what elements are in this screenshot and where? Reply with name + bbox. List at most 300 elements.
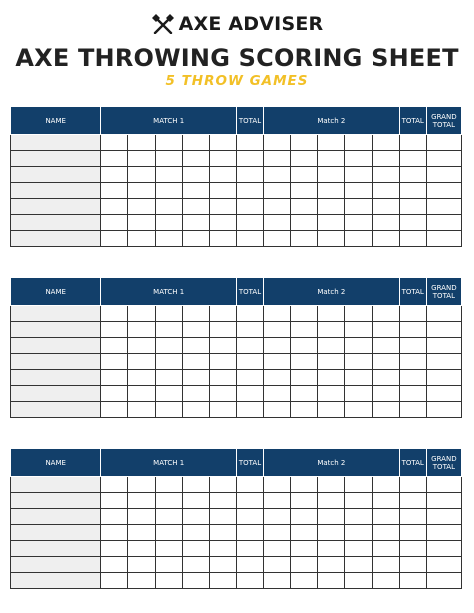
table-row [11,493,462,509]
throw-score-cell[interactable] [318,493,345,509]
throw-score-cell[interactable] [101,493,128,509]
throw-score-cell[interactable] [318,306,345,322]
throw-score-cell[interactable] [372,557,399,573]
throw-score-cell[interactable] [101,199,128,215]
throw-score-cell[interactable] [291,199,318,215]
throw-score-cell[interactable] [155,477,182,493]
throw-score-cell[interactable] [372,402,399,418]
match-2-total-cell[interactable] [399,525,426,541]
throw-score-cell[interactable] [372,215,399,231]
throw-score-cell[interactable] [128,354,155,370]
throw-score-cell[interactable] [345,215,372,231]
throw-score-cell[interactable] [264,322,291,338]
match-1-total-cell[interactable] [236,199,263,215]
throw-score-cell[interactable] [264,493,291,509]
throw-score-cell[interactable] [345,322,372,338]
throw-score-cell[interactable] [291,402,318,418]
match-1-total-cell[interactable] [236,557,263,573]
match-2-total-cell[interactable] [399,573,426,589]
throw-score-cell[interactable] [182,477,209,493]
throw-score-cell[interactable] [101,231,128,247]
match-1-total-cell[interactable] [236,354,263,370]
throw-score-cell[interactable] [209,354,236,370]
throw-score-cell[interactable] [372,151,399,167]
throw-score-cell[interactable] [264,557,291,573]
grand-total-cell[interactable] [426,525,461,541]
throw-score-cell[interactable] [345,402,372,418]
grand-total-cell[interactable] [426,493,461,509]
throw-score-cell[interactable] [101,557,128,573]
throw-score-cell[interactable] [345,151,372,167]
throw-score-cell[interactable] [318,509,345,525]
throw-score-cell[interactable] [209,151,236,167]
throw-score-cell[interactable] [128,322,155,338]
throw-score-cell[interactable] [264,525,291,541]
grand-total-cell[interactable] [426,541,461,557]
throw-score-cell[interactable] [372,306,399,322]
throw-score-cell[interactable] [264,354,291,370]
throw-score-cell[interactable] [291,557,318,573]
throw-score-cell[interactable] [372,135,399,151]
throw-score-cell[interactable] [209,322,236,338]
throw-score-cell[interactable] [101,573,128,589]
grand-total-cell[interactable] [426,402,461,418]
throw-score-cell[interactable] [318,322,345,338]
match-1-total-cell[interactable] [236,525,263,541]
match-2-total-cell[interactable] [399,386,426,402]
match-1-total-cell[interactable] [236,215,263,231]
throw-score-cell[interactable] [291,231,318,247]
throw-score-cell[interactable] [155,167,182,183]
match-2-total-cell[interactable] [399,509,426,525]
throw-score-cell[interactable] [182,151,209,167]
throw-score-cell[interactable] [372,525,399,541]
throw-score-cell[interactable] [128,573,155,589]
throw-score-cell[interactable] [264,199,291,215]
grand-total-cell[interactable] [426,338,461,354]
match-1-total-cell[interactable] [236,151,263,167]
throw-score-cell[interactable] [182,557,209,573]
throw-score-cell[interactable] [182,573,209,589]
throw-score-cell[interactable] [101,402,128,418]
throw-score-cell[interactable] [128,541,155,557]
throw-score-cell[interactable] [101,135,128,151]
throw-score-cell[interactable] [318,231,345,247]
throw-score-cell[interactable] [155,541,182,557]
throw-score-cell[interactable] [209,477,236,493]
throw-score-cell[interactable] [264,477,291,493]
throw-score-cell[interactable] [209,199,236,215]
match-2-total-cell[interactable] [399,215,426,231]
match-2-total-cell[interactable] [399,151,426,167]
throw-score-cell[interactable] [128,477,155,493]
throw-score-cell[interactable] [318,386,345,402]
match-2-total-cell[interactable] [399,199,426,215]
throw-score-cell[interactable] [345,541,372,557]
match-2-total-cell[interactable] [399,183,426,199]
throw-score-cell[interactable] [101,322,128,338]
throw-score-cell[interactable] [155,386,182,402]
throw-score-cell[interactable] [318,402,345,418]
match-1-total-cell[interactable] [236,493,263,509]
throw-score-cell[interactable] [372,231,399,247]
throw-score-cell[interactable] [182,370,209,386]
throw-score-cell[interactable] [128,338,155,354]
score-table-1 [10,106,462,247]
match-2-total-cell[interactable] [399,557,426,573]
throw-score-cell[interactable] [155,306,182,322]
header-match-2: Match 2 [264,449,400,477]
grand-total-cell[interactable] [426,370,461,386]
name-cell[interactable] [11,322,101,338]
throw-score-cell[interactable] [291,338,318,354]
grand-total-cell[interactable] [426,215,461,231]
throw-score-cell[interactable] [155,493,182,509]
throw-score-cell[interactable] [291,322,318,338]
throw-score-cell[interactable] [291,477,318,493]
throw-score-cell[interactable] [182,199,209,215]
throw-score-cell[interactable] [128,386,155,402]
throw-score-cell[interactable] [345,135,372,151]
throw-score-cell[interactable] [155,573,182,589]
throw-score-cell[interactable] [291,386,318,402]
match-2-total-cell[interactable] [399,231,426,247]
throw-score-cell[interactable] [209,135,236,151]
throw-score-cell[interactable] [128,493,155,509]
throw-score-cell[interactable] [128,135,155,151]
throw-score-cell[interactable] [101,215,128,231]
throw-score-cell[interactable] [264,231,291,247]
throw-score-cell[interactable] [101,541,128,557]
throw-score-cell[interactable] [182,306,209,322]
throw-score-cell[interactable] [155,525,182,541]
throw-score-cell[interactable] [182,135,209,151]
throw-score-cell[interactable] [264,183,291,199]
throw-score-cell[interactable] [318,370,345,386]
name-cell[interactable] [11,525,101,541]
grand-total-cell[interactable] [426,557,461,573]
throw-score-cell[interactable] [182,183,209,199]
throw-score-cell[interactable] [128,306,155,322]
throw-score-cell[interactable] [209,386,236,402]
name-cell[interactable] [11,493,101,509]
throw-score-cell[interactable] [318,215,345,231]
throw-score-cell[interactable] [291,306,318,322]
match-1-total-cell[interactable] [236,402,263,418]
throw-score-cell[interactable] [345,338,372,354]
throw-score-cell[interactable] [372,509,399,525]
throw-score-cell[interactable] [128,557,155,573]
throw-score-cell[interactable] [209,338,236,354]
throw-score-cell[interactable] [291,541,318,557]
name-cell[interactable] [11,573,101,589]
match-2-total-cell[interactable] [399,493,426,509]
throw-score-cell[interactable] [182,215,209,231]
throw-score-cell[interactable] [345,525,372,541]
throw-score-cell[interactable] [182,386,209,402]
throw-score-cell[interactable] [372,183,399,199]
throw-score-cell[interactable] [128,167,155,183]
match-2-total-cell[interactable] [399,477,426,493]
throw-score-cell[interactable] [345,477,372,493]
throw-score-cell[interactable] [372,338,399,354]
throw-score-cell[interactable] [209,231,236,247]
throw-score-cell[interactable] [128,525,155,541]
throw-score-cell[interactable] [291,354,318,370]
throw-score-cell[interactable] [318,525,345,541]
throw-score-cell[interactable] [128,215,155,231]
throw-score-cell[interactable] [264,370,291,386]
name-cell[interactable] [11,509,101,525]
throw-score-cell[interactable] [372,493,399,509]
match-1-total-cell[interactable] [236,306,263,322]
throw-score-cell[interactable] [209,573,236,589]
throw-score-cell[interactable] [345,231,372,247]
throw-score-cell[interactable] [155,402,182,418]
match-1-total-cell[interactable] [236,370,263,386]
match-1-total-cell[interactable] [236,386,263,402]
throw-score-cell[interactable] [345,199,372,215]
name-cell[interactable] [11,354,101,370]
match-1-total-cell[interactable] [236,509,263,525]
throw-score-cell[interactable] [318,151,345,167]
grand-total-cell[interactable] [426,306,461,322]
match-1-total-cell[interactable] [236,573,263,589]
name-cell[interactable] [11,386,101,402]
throw-score-cell[interactable] [372,167,399,183]
throw-score-cell[interactable] [155,557,182,573]
match-2-total-cell[interactable] [399,402,426,418]
throw-score-cell[interactable] [209,541,236,557]
match-1-total-cell[interactable] [236,338,263,354]
throw-score-cell[interactable] [291,215,318,231]
match-2-total-cell[interactable] [399,541,426,557]
name-cell[interactable] [11,135,101,151]
throw-score-cell[interactable] [182,338,209,354]
throw-score-cell[interactable] [128,370,155,386]
match-1-total-cell[interactable] [236,183,263,199]
match-2-total-cell[interactable] [399,135,426,151]
throw-score-cell[interactable] [372,573,399,589]
throw-score-cell[interactable] [372,322,399,338]
throw-score-cell[interactable] [209,183,236,199]
name-cell[interactable] [11,370,101,386]
throw-score-cell[interactable] [101,151,128,167]
grand-total-cell[interactable] [426,183,461,199]
throw-score-cell[interactable] [372,370,399,386]
throw-score-cell[interactable] [345,183,372,199]
throw-score-cell[interactable] [182,493,209,509]
throw-score-cell[interactable] [264,215,291,231]
throw-score-cell[interactable] [264,386,291,402]
throw-score-cell[interactable] [182,525,209,541]
throw-score-cell[interactable] [318,183,345,199]
throw-score-cell[interactable] [209,557,236,573]
match-2-total-cell[interactable] [399,354,426,370]
throw-score-cell[interactable] [155,338,182,354]
name-cell[interactable] [11,199,101,215]
throw-score-cell[interactable] [209,525,236,541]
throw-score-cell[interactable] [155,151,182,167]
throw-score-cell[interactable] [264,402,291,418]
throw-score-cell[interactable] [209,402,236,418]
grand-total-cell[interactable] [426,231,461,247]
throw-score-cell[interactable] [101,386,128,402]
throw-score-cell[interactable] [345,306,372,322]
grand-total-cell[interactable] [426,509,461,525]
throw-score-cell[interactable] [345,370,372,386]
match-2-total-cell[interactable] [399,338,426,354]
throw-score-cell[interactable] [291,525,318,541]
throw-score-cell[interactable] [291,167,318,183]
throw-score-cell[interactable] [182,167,209,183]
throw-score-cell[interactable] [128,509,155,525]
match-2-total-cell[interactable] [399,306,426,322]
throw-score-cell[interactable] [264,573,291,589]
throw-score-cell[interactable] [155,370,182,386]
throw-score-cell[interactable] [291,183,318,199]
throw-score-cell[interactable] [345,167,372,183]
throw-score-cell[interactable] [345,509,372,525]
name-cell[interactable] [11,183,101,199]
throw-score-cell[interactable] [345,573,372,589]
name-cell[interactable] [11,215,101,231]
throw-score-cell[interactable] [318,135,345,151]
throw-score-cell[interactable] [372,199,399,215]
throw-score-cell[interactable] [128,402,155,418]
throw-score-cell[interactable] [101,525,128,541]
throw-score-cell[interactable] [291,493,318,509]
throw-score-cell[interactable] [155,199,182,215]
throw-score-cell[interactable] [128,183,155,199]
throw-score-cell[interactable] [264,541,291,557]
throw-score-cell[interactable] [182,231,209,247]
throw-score-cell[interactable] [209,509,236,525]
throw-score-cell[interactable] [128,151,155,167]
table-row [11,541,462,557]
match-1-total-cell[interactable] [236,135,263,151]
grand-total-cell[interactable] [426,386,461,402]
grand-total-cell[interactable] [426,354,461,370]
throw-score-cell[interactable] [318,199,345,215]
throw-score-cell[interactable] [128,231,155,247]
throw-score-cell[interactable] [291,135,318,151]
throw-score-cell[interactable] [182,541,209,557]
grand-total-cell[interactable] [426,167,461,183]
throw-score-cell[interactable] [155,135,182,151]
throw-score-cell[interactable] [291,509,318,525]
throw-score-cell[interactable] [264,509,291,525]
throw-score-cell[interactable] [264,151,291,167]
throw-score-cell[interactable] [101,306,128,322]
match-1-total-cell[interactable] [236,167,263,183]
throw-score-cell[interactable] [264,135,291,151]
throw-score-cell[interactable] [291,151,318,167]
header-name: NAME [11,278,101,306]
throw-score-cell[interactable] [318,573,345,589]
match-1-total-cell[interactable] [236,541,263,557]
throw-score-cell[interactable] [155,231,182,247]
throw-score-cell[interactable] [372,541,399,557]
throw-score-cell[interactable] [182,509,209,525]
throw-score-cell[interactable] [101,338,128,354]
grand-total-cell[interactable] [426,477,461,493]
name-cell[interactable] [11,151,101,167]
throw-score-cell[interactable] [209,306,236,322]
match-1-total-cell[interactable] [236,231,263,247]
throw-score-cell[interactable] [155,509,182,525]
throw-score-cell[interactable] [264,167,291,183]
match-2-total-cell[interactable] [399,322,426,338]
throw-score-cell[interactable] [155,183,182,199]
throw-score-cell[interactable] [318,167,345,183]
throw-score-cell[interactable] [264,306,291,322]
throw-score-cell[interactable] [155,354,182,370]
throw-score-cell[interactable] [101,509,128,525]
throw-score-cell[interactable] [345,354,372,370]
throw-score-cell[interactable] [372,477,399,493]
match-1-total-cell[interactable] [236,322,263,338]
throw-score-cell[interactable] [101,354,128,370]
throw-score-cell[interactable] [372,354,399,370]
grand-total-cell[interactable] [426,151,461,167]
match-2-total-cell[interactable] [399,370,426,386]
match-2-total-cell[interactable] [399,167,426,183]
name-cell[interactable] [11,477,101,493]
grand-total-cell[interactable] [426,573,461,589]
throw-score-cell[interactable] [182,354,209,370]
throw-score-cell[interactable] [101,183,128,199]
throw-score-cell[interactable] [209,215,236,231]
throw-score-cell[interactable] [318,354,345,370]
grand-total-cell[interactable] [426,322,461,338]
throw-score-cell[interactable] [182,322,209,338]
throw-score-cell[interactable] [318,541,345,557]
throw-score-cell[interactable] [264,338,291,354]
throw-score-cell[interactable] [101,477,128,493]
name-cell[interactable] [11,231,101,247]
name-cell[interactable] [11,306,101,322]
throw-score-cell[interactable] [209,493,236,509]
name-cell[interactable] [11,338,101,354]
throw-score-cell[interactable] [318,557,345,573]
throw-score-cell[interactable] [101,167,128,183]
throw-score-cell[interactable] [155,322,182,338]
name-cell[interactable] [11,557,101,573]
throw-score-cell[interactable] [209,167,236,183]
throw-score-cell[interactable] [101,370,128,386]
throw-score-cell[interactable] [372,386,399,402]
name-cell[interactable] [11,541,101,557]
throw-score-cell[interactable] [182,402,209,418]
throw-score-cell[interactable] [291,370,318,386]
throw-score-cell[interactable] [318,338,345,354]
grand-total-cell[interactable] [426,135,461,151]
throw-score-cell[interactable] [209,370,236,386]
grand-total-cell[interactable] [426,199,461,215]
throw-score-cell[interactable] [345,493,372,509]
throw-score-cell[interactable] [345,557,372,573]
name-cell[interactable] [11,167,101,183]
match-1-total-cell[interactable] [236,477,263,493]
throw-score-cell[interactable] [291,573,318,589]
table-row [11,215,462,231]
throw-score-cell[interactable] [345,386,372,402]
throw-score-cell[interactable] [318,477,345,493]
throw-score-cell[interactable] [155,215,182,231]
name-cell[interactable] [11,402,101,418]
throw-score-cell[interactable] [128,199,155,215]
